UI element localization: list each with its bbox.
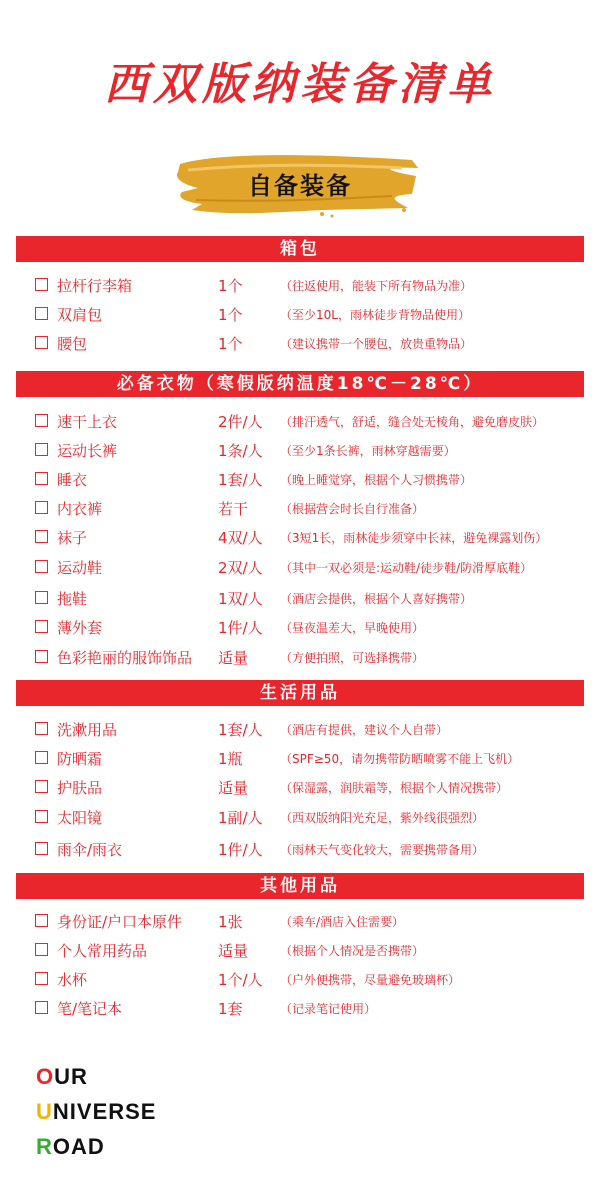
item-qty: 1个 bbox=[218, 277, 243, 295]
list-item[interactable] bbox=[35, 997, 595, 1021]
item-note: （户外便携带，尽量避免玻璃杯） bbox=[280, 973, 461, 987]
list-item[interactable] bbox=[35, 939, 595, 963]
item-qty: 1套/人 bbox=[218, 721, 263, 739]
item-note: （根据个人情况是否携带） bbox=[280, 944, 425, 958]
list-item[interactable] bbox=[35, 526, 595, 550]
item-name: 色彩艳丽的服饰饰品 bbox=[57, 649, 193, 667]
checkbox[interactable] bbox=[35, 943, 48, 956]
checkbox[interactable] bbox=[35, 842, 48, 855]
item-note: （至少10L，雨林徒步背物品使用） bbox=[280, 308, 470, 322]
page-title: 西双版纳装备清单 bbox=[104, 59, 496, 110]
item-note: （其中一双必须是:运动鞋/徒步鞋/防滑厚底鞋） bbox=[280, 561, 533, 575]
item-name: 睡衣 bbox=[57, 471, 88, 489]
item-name: 速干上衣 bbox=[57, 413, 118, 431]
item-name: 内衣裤 bbox=[57, 500, 103, 518]
item-name: 防晒霜 bbox=[57, 750, 103, 768]
item-qty: 4双/人 bbox=[218, 529, 263, 547]
checkbox[interactable] bbox=[35, 780, 48, 793]
logo-letter: R bbox=[36, 1134, 53, 1159]
item-qty: 2双/人 bbox=[218, 559, 263, 577]
item-note: （建议携带一个腰包，放贵重物品） bbox=[280, 337, 473, 351]
logo-letter: U bbox=[36, 1099, 53, 1124]
list-item[interactable] bbox=[35, 274, 595, 298]
item-note: （根据营会时长自行准备） bbox=[280, 502, 425, 516]
list-item[interactable] bbox=[35, 556, 595, 580]
item-qty: 若干 bbox=[218, 500, 249, 518]
item-name: 腰包 bbox=[57, 335, 88, 353]
item-name: 护肤品 bbox=[57, 779, 103, 797]
item-qty: 2件/人 bbox=[218, 413, 263, 431]
logo-text: NIVERSE bbox=[52, 1099, 157, 1124]
item-note: （记录笔记使用） bbox=[280, 1002, 377, 1016]
item-name: 笔/笔记本 bbox=[57, 1000, 123, 1018]
item-qty: 1个 bbox=[218, 306, 243, 324]
item-qty: 1张 bbox=[218, 913, 243, 931]
item-note: （方便拍照，可选择携带） bbox=[280, 651, 425, 665]
logo-letter: O bbox=[36, 1064, 55, 1089]
item-note: （乘车/酒店入住需要） bbox=[280, 915, 405, 929]
item-qty: 适量 bbox=[218, 779, 249, 797]
item-qty: 1个/人 bbox=[218, 971, 263, 989]
item-name: 水杯 bbox=[57, 971, 88, 989]
item-name: 身份证/户口本原件 bbox=[57, 913, 183, 931]
item-qty: 1瓶 bbox=[218, 750, 243, 768]
item-qty: 适量 bbox=[218, 649, 249, 667]
list-item[interactable] bbox=[35, 646, 595, 670]
item-note: （至少1条长裤，雨林穿越需要） bbox=[280, 444, 456, 458]
item-qty: 1副/人 bbox=[218, 809, 263, 827]
item-name: 拖鞋 bbox=[57, 590, 88, 608]
item-note: （SPF≥50，请勿携带防晒喷雾不能上飞机） bbox=[280, 752, 520, 766]
section-header-daily-items: 生活用品 bbox=[16, 680, 584, 706]
list-item[interactable] bbox=[35, 806, 595, 830]
list-item[interactable] bbox=[35, 616, 595, 640]
checkbox[interactable] bbox=[35, 336, 48, 349]
section-badge: 自备装备 bbox=[248, 172, 352, 200]
item-name: 袜子 bbox=[57, 529, 88, 547]
list-item[interactable] bbox=[35, 910, 595, 934]
logo-text: OAD bbox=[52, 1134, 105, 1159]
list-item[interactable] bbox=[35, 718, 595, 742]
checkbox[interactable] bbox=[35, 560, 48, 573]
checkbox[interactable] bbox=[35, 278, 48, 291]
item-name: 洗漱用品 bbox=[57, 721, 118, 739]
item-name: 拉杆行李箱 bbox=[57, 277, 133, 295]
item-name: 双肩包 bbox=[57, 306, 103, 324]
checkbox[interactable] bbox=[35, 810, 48, 823]
checkbox[interactable] bbox=[35, 972, 48, 985]
item-qty: 1件/人 bbox=[218, 841, 263, 859]
checkbox[interactable] bbox=[35, 443, 48, 456]
item-note: （往返使用，能装下所有物品为准） bbox=[280, 279, 473, 293]
item-name: 个人常用药品 bbox=[57, 942, 148, 960]
list-item[interactable] bbox=[35, 587, 595, 611]
item-name: 运动鞋 bbox=[57, 559, 103, 577]
item-note: （酒店会提供，根据个人喜好携带） bbox=[280, 592, 473, 606]
list-item[interactable] bbox=[35, 439, 595, 463]
item-note: （昼夜温差大，早晚使用） bbox=[280, 621, 425, 635]
item-qty: 1套/人 bbox=[218, 471, 263, 489]
item-qty: 1个 bbox=[218, 335, 243, 353]
item-qty: 1套 bbox=[218, 1000, 243, 1018]
list-item[interactable] bbox=[35, 410, 595, 434]
logo-text: UR bbox=[54, 1064, 88, 1089]
checkbox[interactable] bbox=[35, 530, 48, 543]
list-item[interactable] bbox=[35, 303, 595, 327]
list-item[interactable] bbox=[35, 838, 595, 862]
item-qty: 1件/人 bbox=[218, 619, 263, 637]
item-note: （晚上睡觉穿，根据个人习惯携带） bbox=[280, 473, 473, 487]
logo-line-road bbox=[36, 1134, 105, 1160]
checkbox[interactable] bbox=[35, 722, 48, 735]
item-name: 运动长裤 bbox=[57, 442, 118, 460]
list-item[interactable] bbox=[35, 776, 595, 800]
item-note: （雨林天气变化较大，需要携带备用） bbox=[280, 843, 485, 857]
logo-line-our bbox=[36, 1064, 88, 1090]
checkbox[interactable] bbox=[35, 751, 48, 764]
section-header-bags: 箱包 bbox=[16, 236, 584, 262]
item-note: （酒店有提供，建议个人自带） bbox=[280, 723, 449, 737]
checkbox[interactable] bbox=[35, 472, 48, 485]
checkbox[interactable] bbox=[35, 650, 48, 663]
list-item[interactable] bbox=[35, 497, 595, 521]
item-note: （排汗透气，舒适，缝合处无棱角，避免磨皮肤） bbox=[280, 415, 545, 429]
logo-line-universe bbox=[36, 1099, 156, 1125]
item-name: 太阳镜 bbox=[57, 809, 103, 827]
checkbox[interactable] bbox=[35, 414, 48, 427]
item-name: 薄外套 bbox=[57, 619, 103, 637]
list-item[interactable] bbox=[35, 968, 595, 992]
item-qty: 1条/人 bbox=[218, 442, 263, 460]
item-qty: 适量 bbox=[218, 942, 249, 960]
item-qty: 1双/人 bbox=[218, 590, 263, 608]
section-header-clothing: 必备衣物（寒假版纳温度18℃－28℃） bbox=[16, 371, 584, 397]
checkbox[interactable] bbox=[35, 307, 48, 320]
checkbox[interactable] bbox=[35, 501, 48, 514]
checkbox[interactable] bbox=[35, 620, 48, 633]
item-name: 雨伞/雨衣 bbox=[57, 841, 123, 859]
section-header-other-items: 其他用品 bbox=[16, 873, 584, 899]
list-item[interactable] bbox=[35, 747, 595, 771]
checkbox[interactable] bbox=[35, 1001, 48, 1014]
list-item[interactable] bbox=[35, 332, 595, 356]
item-note: （保湿露，润肤霜等，根据个人情况携带） bbox=[280, 781, 509, 795]
item-note: （3短1长，雨林徒步须穿中长袜，避免裸露划伤） bbox=[280, 531, 548, 545]
item-note: （西双版纳阳光充足，紫外线很强烈） bbox=[280, 811, 485, 825]
checkbox[interactable] bbox=[35, 591, 48, 604]
list-item[interactable] bbox=[35, 468, 595, 492]
checkbox[interactable] bbox=[35, 914, 48, 927]
